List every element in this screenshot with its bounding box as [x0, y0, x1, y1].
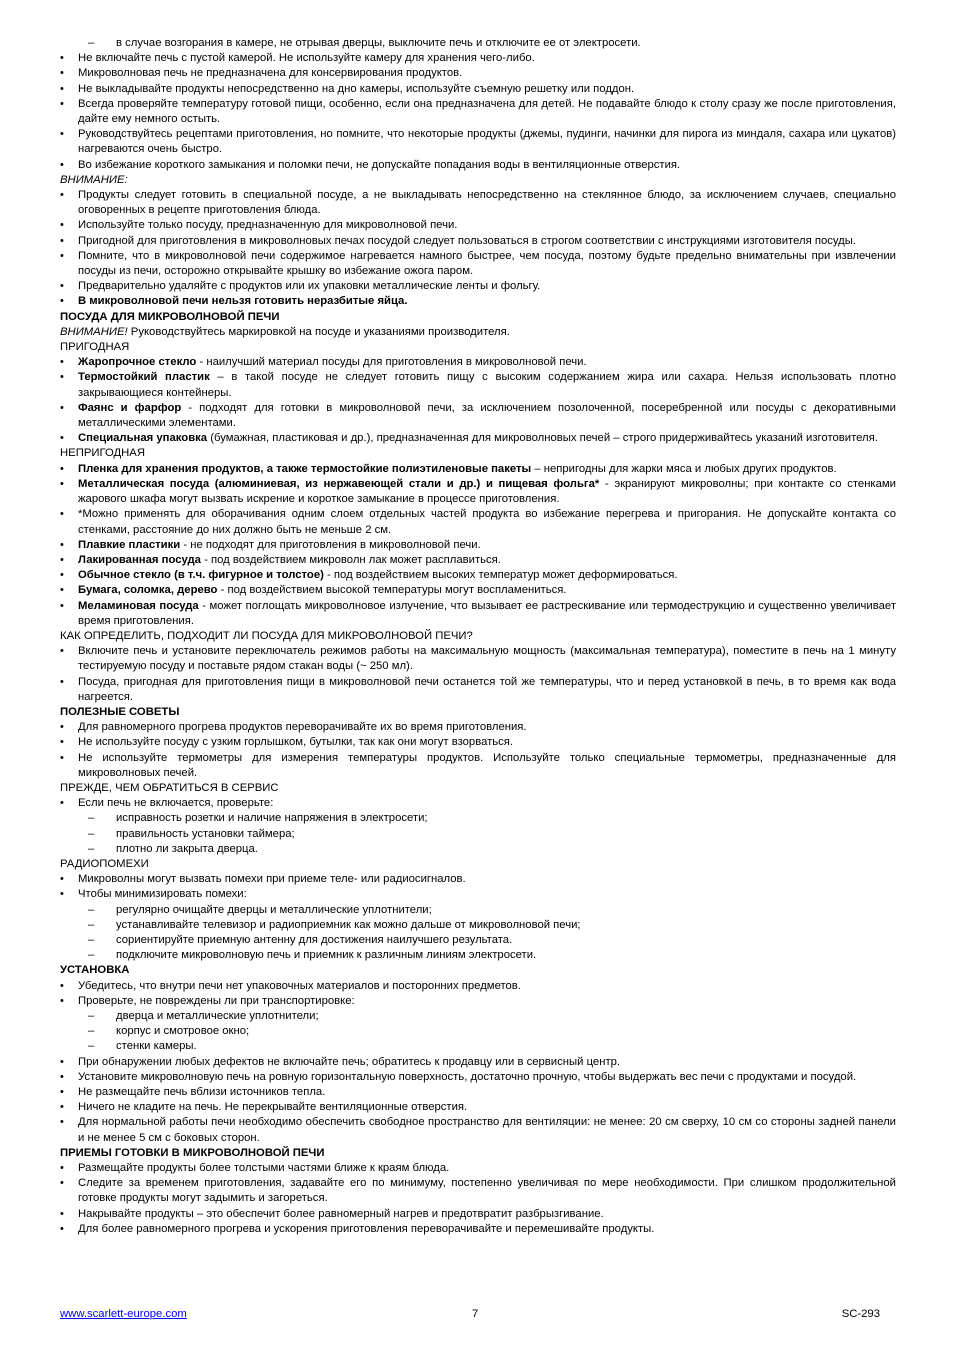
line-text: ПРИЕМЫ ГОТОВКИ В МИКРОВОЛНОВОЙ ПЕЧИ: [60, 1146, 325, 1159]
list-item: [60, 994, 896, 1009]
list-item: [60, 583, 896, 598]
list-item: [60, 553, 896, 568]
line-text: Убедитесь, что внутри печи нет упаковочных материалов и посторонних предметов.: [78, 979, 521, 992]
list-item: [60, 887, 896, 902]
line-text: Всегда проверяйте температуру готовой пищи, особенно, если она предназначена для детей. Не подавайте блюдо к столу сразу же после приготовления, дайте ему немного остыть.: [78, 97, 896, 126]
line-text: Для нормальной работы печи необходимо обеспечить свободное пространство для вентиляции: не менее: 20 см сверху, 10 см со стороны задней панели и не менее 5 см с боковых сторон.: [78, 1116, 896, 1144]
line-text: Проверьте, не повреждены ли при транспортировке:: [78, 994, 355, 1007]
line-text: Помните, что в микроволновой печи содержимое нагревается намного быстрее, чем посуда, поэтому будьте предельно внимательны при извлечении посуды из печи, осторожно открывайте крышку во избежание ожога паром.: [78, 249, 896, 278]
line-text: Чтобы минимизировать помехи:: [78, 888, 247, 901]
paragraph: [60, 857, 896, 872]
line-text: ПРЕЖДЕ, ЧЕМ ОБРАТИТЬСЯ В СЕРВИС: [60, 781, 279, 794]
line-text: подключите микроволновую печь и приемник к различным линиям электросети.: [116, 949, 537, 962]
list-item: [60, 249, 896, 279]
bold-term: Меламиновая посуда: [78, 599, 199, 612]
line-text: ПРИГОДНАЯ: [60, 341, 130, 354]
list-item: [60, 294, 896, 309]
line-text: сориентируйте приемную антенну для достижения наилучшего результата.: [116, 933, 513, 946]
sub-list-item: [60, 1009, 896, 1024]
list-item: [60, 538, 896, 553]
line-text: Микроволны могут вызвать помехи при приеме теле- или радиосигналов.: [78, 873, 466, 886]
list-item: [60, 735, 896, 750]
list-item: [60, 720, 896, 735]
line-text: Руководствуйтесь маркировкой на посуде и указаниями производителя.: [127, 325, 510, 338]
line-text: Посуда, пригодная для приготовления пищи в микроволновой печи останется той же температуры, что и перед установкой в печь, в то время как вода нагреется.: [78, 675, 896, 703]
list-item: [60, 370, 896, 400]
line-text: Включите печь и установите переключатель режимов работы на максимальную мощность (максимальная температура), поместите в печь на 1 минуту тестируемую посуду и поставьте рядом стакан воды (~ 250 мл).: [78, 645, 896, 673]
bold-term: В микроволновой печи нельзя готовить неразбитые яйца.: [78, 295, 408, 308]
sub-list-item: [60, 903, 896, 918]
line-text: Размещайте продукты более толстыми частями ближе к краям блюда.: [78, 1162, 450, 1175]
line-text: регулярно очищайте дверцы и металлические уплотнители;: [116, 903, 432, 916]
note-label: [60, 173, 896, 188]
sub-list-item: [60, 827, 896, 842]
line-text: (бумажная, пластиковая и др.), предназначенная для микроволновых печей – строго придерживайтесь указаний изготовителя.: [207, 432, 878, 445]
line-text: - под воздействием высокой температуры могут воспламениться.: [217, 584, 567, 597]
line-text: Пригодной для приготовления в микроволновых печах посудой следует пользоваться в строгом соответствии с инструкциями изготовителя посуды.: [78, 234, 857, 247]
line-text: - под воздействием высоких температур может деформироваться.: [323, 569, 678, 582]
bold-term: Жаропрочное стекло: [78, 356, 197, 369]
line-text: Ничего не кладите на печь. Не перекрывайте вентиляционные отверстия.: [78, 1101, 468, 1114]
list-item: [60, 568, 896, 583]
list-item: [60, 599, 896, 629]
line-text: – непригодны для жарки мяса и любых других продуктов.: [531, 462, 837, 475]
line-text: Не выкладывайте продукты непосредственно на дно камеры, используйте съемную решетку или поддон.: [78, 82, 635, 95]
list-item: [60, 1085, 896, 1100]
line-text: Не включайте печь с пустой камерой. Не используйте камеру для хранения чего-либо.: [78, 52, 535, 65]
line-text: исправность розетки и наличие напряжения в электросети;: [116, 812, 428, 825]
line-text: ВНИМАНИЕ:: [60, 173, 128, 186]
bold-term: Термостойкий пластик: [78, 371, 210, 384]
list-item: [60, 1207, 896, 1222]
line-text: *Можно применять для оборачивания одним слоем отдельных частей продукта во избежание перегрева и пригорания. Не допускайте контакта со стенками, расстояние до них должно быть не меньше 2 см.: [78, 508, 896, 536]
list-item: [60, 477, 896, 507]
sub-list-item: [60, 36, 896, 51]
list-item: [60, 979, 896, 994]
sub-list-item: [60, 933, 896, 948]
line-text: РАДИОПОМЕХИ: [60, 857, 149, 870]
model-number: SC-293: [841, 1308, 880, 1320]
line-text: ПОЛЕЗНЫЕ СОВЕТЫ: [60, 705, 180, 718]
page-number: 7: [472, 1308, 479, 1320]
line-text: УСТАНОВКА: [60, 964, 130, 977]
list-item: [60, 462, 896, 477]
sub-list-item: [60, 811, 896, 826]
list-item: [60, 279, 896, 294]
list-item: [60, 97, 896, 127]
line-text: Микроволновая печь не предназначена для консервирования продуктов.: [78, 67, 463, 80]
list-item: [60, 1055, 896, 1070]
list-item: [60, 234, 896, 249]
list-item: [60, 751, 896, 781]
list-item: [60, 158, 896, 173]
line-text: – в такой посуде не следует готовить пищу с высоким содержанием жира или сахара. Нельзя использовать плотно закрывающиеся контейнеры.: [78, 371, 896, 399]
line-text: НЕПРИГОДНАЯ: [60, 447, 145, 460]
list-item: [60, 82, 896, 97]
line-text: - наилучший материал посуды для приготовления в микроволновой печи.: [196, 356, 587, 369]
list-item: [60, 355, 896, 370]
list-item: [60, 431, 896, 446]
line-text: - под воздействием микроволн лак может расплавиться.: [200, 553, 501, 566]
line-text: Используйте только посуду, предназначенную для микроволновой печи.: [78, 219, 458, 232]
line-text: плотно ли закрыта дверца.: [116, 842, 258, 855]
website-link[interactable]: www.scarlett-europe.com: [60, 1308, 187, 1320]
section-heading: [60, 963, 896, 978]
sub-list-item: [60, 1024, 896, 1039]
line-text: правильность установки таймера;: [116, 827, 295, 840]
bold-term: Фаянс и фарфор: [78, 401, 182, 414]
line-text: Не используйте термометры для измерения температуры продуктов. Используйте только специальные термометры, предназначенные для микроволновых печей.: [78, 751, 896, 779]
list-item: [60, 127, 896, 157]
sub-list-item: [60, 1039, 896, 1054]
line-text: Не используйте посуду с узким горлышком, бутылки, так как они могут взорваться.: [78, 736, 514, 749]
list-item: [60, 66, 896, 81]
line-text: дверца и металлические уплотнители;: [116, 1010, 319, 1022]
bold-term: Обычное стекло (в т.ч. фигурное и толстое): [78, 569, 324, 582]
line-text: Предварительно удаляйте с продуктов или их упаковки металлические ленты и фольгу.: [78, 280, 541, 293]
emphasis-label: ВНИМАНИЕ!: [60, 325, 128, 338]
line-text: - не подходят для приготовления в микроволновой печи.: [180, 538, 481, 551]
list-item: [60, 218, 896, 233]
line-text: ПОСУДА ДЛЯ МИКРОВОЛНОВОЙ ПЕЧИ: [60, 310, 280, 323]
list-item: [60, 1176, 896, 1206]
list-item: [60, 1222, 896, 1237]
sub-list-item: [60, 918, 896, 933]
line-text: Не размещайте печь вблизи источников тепла.: [78, 1086, 326, 1099]
list-item: [60, 188, 896, 218]
paragraph: [60, 781, 896, 796]
paragraph: [60, 629, 896, 644]
bold-term: Пленка для хранения продуктов, а также термостойкие полиэтиленовые пакеты: [78, 462, 532, 475]
list-item: [60, 644, 896, 674]
sub-list-item: [60, 842, 896, 857]
line-text: корпус и смотровое окно;: [116, 1025, 250, 1038]
list-item: [60, 507, 896, 537]
paragraph: [60, 340, 896, 355]
line-text: Продукты следует готовить в специальной посуде, а не выкладывать непосредственно на стеклянное блюдо, за исключением случаев, специально оговоренных в рецепте приготовления блюда.: [78, 189, 896, 217]
line-text: Для более равномерного прогрева и ускорения приготовления переворачивайте и перемешивайте продукты.: [78, 1222, 655, 1235]
list-item: [60, 401, 896, 431]
line-text: в случае возгорания в камере, не отрывая дверцы, выключите печь и отключите ее от электросети.: [116, 37, 641, 49]
bold-term: Плавкие пластики: [78, 538, 181, 551]
section-heading: [60, 705, 896, 720]
list-item: [60, 872, 896, 887]
list-item: [60, 796, 896, 811]
bold-term: Бумага, соломка, дерево: [78, 584, 218, 597]
section-heading: [60, 310, 896, 325]
section-heading: [60, 1146, 896, 1161]
bold-term: Металлическая посуда (алюминиевая, из нержавеющей стали и др.) и пищевая фольга*: [78, 477, 600, 490]
line-text: КАК ОПРЕДЕЛИТЬ, ПОДХОДИТ ЛИ ПОСУДА ДЛЯ МИКРОВОЛНОВОЙ ПЕЧИ?: [60, 629, 473, 642]
line-text: Накрывайте продукты – это обеспечит более равномерный нагрев и предотвратит разбрызгивание.: [78, 1207, 604, 1220]
paragraph: [60, 325, 896, 340]
line-text: - экранируют микроволны; при контакте со стенками жарового шкафа могут вызвать искрение и короткое замыкание в процессе приготовления.: [78, 477, 896, 506]
document-body: [60, 36, 896, 1237]
page-footer: [60, 1307, 880, 1323]
bold-term: Специальная упаковка: [78, 432, 208, 445]
line-text: - подходят для готовки в микроволновой печи, за исключением позолоченной, посеребренной или посуды с декоративными металлическими элементами.: [78, 401, 896, 430]
paragraph: [60, 446, 896, 461]
list-item: [60, 1070, 896, 1085]
list-item: [60, 1115, 896, 1145]
bold-term: Лакированная посуда: [78, 553, 201, 566]
line-text: - может поглощать микроволновое излучение, что вызывает ее растрескивание или термодеструкцию и существенно увеличивает время приготовления.: [78, 599, 896, 627]
line-text: Руководствуйтесь рецептами приготовления, но помните, что некоторые продукты (джемы, пудинги, начинки для пирога из миндаля, сахара или цукатов) нагреваются очень быстро.: [78, 128, 896, 156]
line-text: Если печь не включается, проверьте:: [78, 797, 274, 810]
list-item: [60, 1100, 896, 1115]
list-item: [60, 675, 896, 705]
sub-list-item: [60, 948, 896, 963]
line-text: стенки камеры.: [116, 1040, 197, 1053]
line-text: Установите микроволновую печь на ровную горизонтальную поверхность, достаточно прочную, чтобы выдержать вес печи с продуктами и посудой.: [78, 1070, 857, 1083]
line-text: Во избежание короткого замыкания и поломки печи, не допускайте попадания воды в вентиляционные отверстия.: [78, 158, 681, 171]
list-item: [60, 51, 896, 66]
line-text: Следите за временем приготовления, задавайте его по минимуму, постепенно увеличивая по мере необходимости. При слишком продолжительной готовке продукты могут задымить и загореться.: [78, 1177, 896, 1205]
list-item: [60, 1161, 896, 1176]
line-text: Для равномерного прогрева продуктов переворачивайте их во время приготовления.: [78, 721, 527, 734]
line-text: устанавливайте телевизор и радиоприемник как можно дальше от микроволновой печи;: [116, 918, 581, 931]
line-text: При обнаружении любых дефектов не включайте печь; обратитесь к продавцу или в сервисный центр.: [78, 1055, 621, 1068]
